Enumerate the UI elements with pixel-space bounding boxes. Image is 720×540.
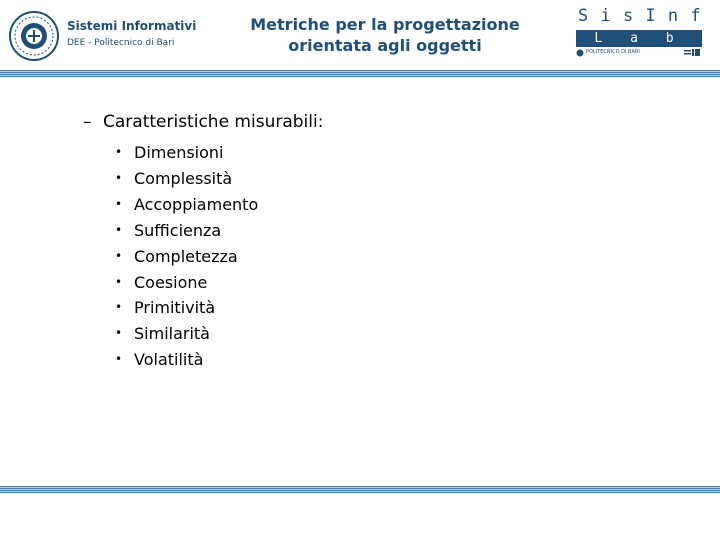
list-item: • Similarità — [115, 321, 258, 347]
brand-small-text: POLITECNICO DI BARI — [586, 49, 640, 55]
bullet-icon: • — [115, 248, 123, 263]
sisinf-logo-text: S i s I n f — [578, 6, 702, 26]
list-item: • Sufficienza — [115, 218, 258, 244]
bullet-icon: • — [115, 196, 123, 211]
politecnico-seal-logo — [8, 8, 60, 64]
list-item: • Complessità — [115, 166, 258, 192]
slide-title-line-1: Metriche per la progettazione — [250, 15, 520, 34]
small-seal-icon — [576, 49, 584, 57]
footer-divider — [0, 486, 720, 493]
list-item: • Accoppiamento — [115, 192, 258, 218]
bullet-icon: • — [115, 326, 123, 341]
bullet-icon: • — [115, 222, 123, 237]
heading-dash: – — [83, 112, 92, 132]
metrics-list — [115, 140, 258, 373]
bullet-icon: • — [115, 170, 123, 185]
header-divider — [0, 70, 720, 77]
section-heading — [83, 112, 323, 132]
bullet-icon: • — [115, 352, 123, 367]
dee-mark-icon — [684, 49, 700, 57]
bullet-icon: • — [115, 274, 123, 289]
org-name: Sistemi Informativi — [67, 19, 197, 33]
lab-logo-bar: L a b — [576, 30, 702, 47]
list-item: • Volatilità — [115, 347, 258, 373]
list-item: • Coesione — [115, 270, 258, 296]
slide-title-line-2: orientata agli oggetti — [288, 36, 482, 55]
list-item: • Primitività — [115, 295, 258, 321]
heading-text: Caratteristiche misurabili: — [103, 112, 324, 132]
bullet-icon: • — [115, 145, 123, 159]
org-subtitle: DEE - Politecnico di Bari — [67, 38, 175, 48]
slide-title — [230, 14, 540, 56]
list-item: • Dimensioni — [115, 140, 258, 166]
brand-small-row — [576, 49, 702, 59]
list-item: • Completezza — [115, 244, 258, 270]
bullet-icon: • — [115, 300, 123, 315]
